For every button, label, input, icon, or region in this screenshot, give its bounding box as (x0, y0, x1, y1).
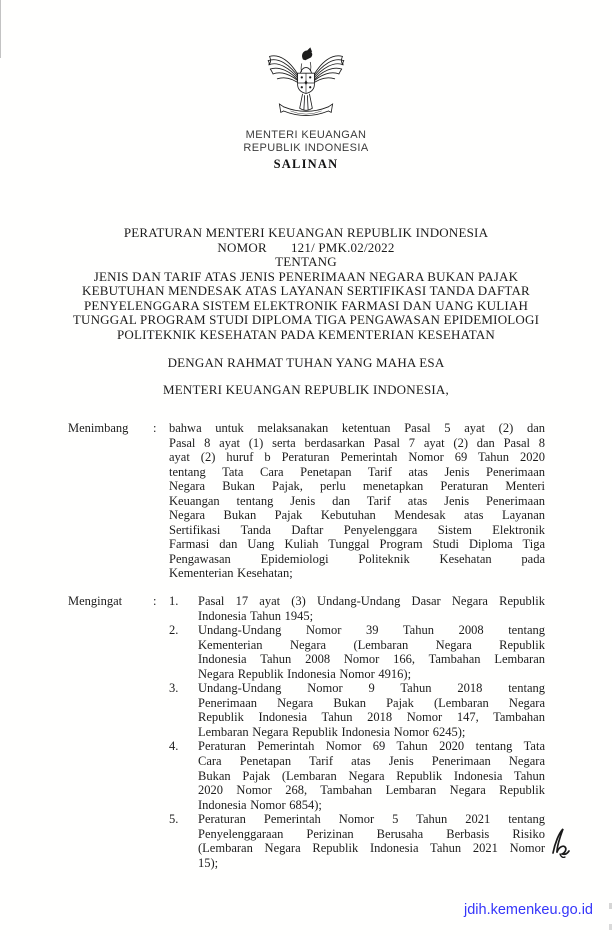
legal-basis-item-number: 1. (169, 594, 179, 608)
legal-basis-item-line: 15); (198, 855, 219, 870)
title-line: TUNGGAL PROGRAM STUDI DIPLOMA TIGA PENGAWASAN EPIDEMIOLOGI (72, 312, 540, 328)
considerations-text-line: Negara Bukan Pajak, perlu menetapkan Peraturan Menteri (169, 479, 545, 494)
considerations-label: Menimbang (68, 421, 129, 435)
legal-basis-label: Mengingat (68, 594, 123, 608)
legal-basis-item-line: Undang-Undang Nomor 39 Tahun 2008 tentang (198, 623, 545, 638)
legal-basis-item-line: Indonesia Tahun 1945; (198, 608, 314, 623)
legal-basis-item-line: Penerimaan Negara Bukan Pajak (Lembaran Negara (198, 695, 545, 710)
considerations-text-line: ayat (2) huruf b Peraturan Pemerintah Nomor 69 Tahun 2020 (169, 450, 545, 465)
legal-basis-item (169, 739, 545, 812)
legal-basis-item-line: Kementerian Negara (Lembaran Negara Republik (198, 637, 545, 652)
title-line: NOMOR 121/ PMK.02/2022 (217, 239, 395, 255)
title-line: TENTANG (275, 254, 337, 270)
legal-basis-item-line: Indonesia Tahun 2008 Nomor 166, Tambahan Lembaran (198, 652, 545, 667)
considerations-colon: : (153, 421, 157, 435)
legal-basis-item-number: 2. (169, 623, 179, 638)
legal-basis-item-line: Pasal 17 ayat (3) Undang-Undang Dasar Negara Republik (198, 594, 545, 608)
legal-basis-item-line: (Lembaran Negara Republik Indonesia Tahun 2021 Nomor (198, 841, 545, 856)
considerations-text-line: tentang Tata Cara Penetapan Tarif atas Jenis Penerimaan (169, 464, 545, 479)
legal-basis-item (169, 681, 545, 739)
title-line: PENYELENGGARA SISTEM ELEKTRONIK FARMASI DAN UANG KULIAH (83, 297, 529, 313)
legal-basis-item-line: Peraturan Pemerintah Nomor 69 Tahun 2020 tentang Tata (198, 739, 545, 754)
legal-basis-item (169, 812, 545, 870)
considerations-section (68, 421, 545, 581)
considerations-text-line: Farmasi dan Uang Kuliah Tunggal Program Studi Diploma Tiga (169, 537, 545, 552)
legal-basis-section (68, 594, 545, 870)
considerations-text-line: Kementerian Kesehatan; (169, 566, 293, 581)
legal-basis-item-text (198, 681, 545, 739)
legal-basis-item (169, 623, 545, 681)
legal-basis-item-line: 2020 Nomor 268, Tambahan Lembaran Negara Republik (198, 783, 545, 798)
legal-basis-item-line: Republik Indonesia Tahun 2018 Nomor 147, Tambahan (198, 710, 545, 725)
handwritten-initials-mark (548, 827, 574, 865)
legal-basis-item-number: 4. (169, 739, 179, 754)
copy-stamp: SALINAN (273, 157, 339, 171)
considerations-text (169, 421, 545, 581)
considerations-text-line: Sertifikasi Tanda Daftar Penyelenggara Sistem Elektronik (169, 522, 545, 537)
legal-basis-item-text (198, 812, 545, 870)
legal-basis-item-text (198, 739, 545, 812)
scan-edge-artifact (0, 0, 1, 58)
letterhead-ministry: MENTERI KEUANGAN (245, 129, 367, 141)
considerations-text-line: Keuangan tentang Jenis dan Tarif atas Jenis Penerimaan (169, 493, 545, 508)
legal-basis-item-line: Peraturan Pemerintah Nomor 5 Tahun 2021 tentang (198, 812, 545, 827)
letterhead-republic: REPUBLIK INDONESIA (243, 141, 369, 154)
legal-basis-item-line: Indonesia Nomor 6854); (198, 797, 322, 812)
jdih-site-link[interactable]: jdih.kemenkeu.go.id (464, 902, 593, 918)
legal-basis-item-number: 5. (169, 812, 179, 827)
legal-basis-item-line: Cara Penetapan Tarif atas Jenis Penerimaan Negara (198, 754, 545, 769)
legal-basis-list (169, 594, 545, 870)
title-line: POLITEKNIK KESEHATAN PADA KEMENTERIAN KESEHATAN (116, 326, 496, 342)
invocation-line: DENGAN RAHMAT TUHAN YANG MAHA ESA (167, 355, 445, 370)
legal-basis-item-text (198, 594, 545, 623)
legal-basis-item-text (198, 623, 545, 681)
title-line: JENIS DAN TARIF ATAS JENIS PENERIMAAN NEGARA BUKAN PAJAK (93, 268, 519, 284)
legal-basis-item-line: Lembaran Negara Republik Indonesia Nomor 6245); (198, 724, 466, 739)
legal-basis-colon: : (153, 594, 157, 608)
considerations-text-line: Pasal 8 ayat (1) serta berdasarkan Pasal 7 ayat (2) dan Pasal 8 (169, 435, 545, 450)
title-line: PERATURAN MENTERI KEUANGAN REPUBLIK INDONESIA (123, 225, 489, 240)
legal-basis-item-line: Undang-Undang Nomor 9 Tahun 2018 tentang (198, 681, 545, 696)
legal-basis-item-line: Bukan Pajak (Lembaran Negara Republik Indonesia Tahun (198, 768, 545, 783)
legal-basis-item (169, 594, 545, 623)
regulation-title (0, 226, 612, 342)
considerations-text-line: Pengawasan Epidemiologi Politeknik Kesehatan pada (169, 551, 545, 566)
considerations-text-line: bahwa untuk melaksanakan ketentuan Pasal 5 ayat (2) dan (169, 421, 545, 435)
legal-basis-item-line: Negara Republik Indonesia Nomor 4916); (198, 666, 412, 681)
garuda-pancasila-icon (264, 46, 348, 120)
legal-basis-item-line: Penyelenggaraan Perizinan Berusaha Berbasis Risiko (198, 826, 545, 841)
considerations-text-line: Negara Bukan Pajak Kebutuhan Mendesak atas Layanan (169, 508, 545, 523)
enacting-authority-line: MENTERI KEUANGAN REPUBLIK INDONESIA, (163, 382, 449, 397)
title-line: KEBUTUHAN MENDESAK ATAS LAYANAN SERTIFIKASI TANDA DAFTAR (82, 283, 530, 299)
legal-basis-item-number: 3. (169, 681, 179, 696)
